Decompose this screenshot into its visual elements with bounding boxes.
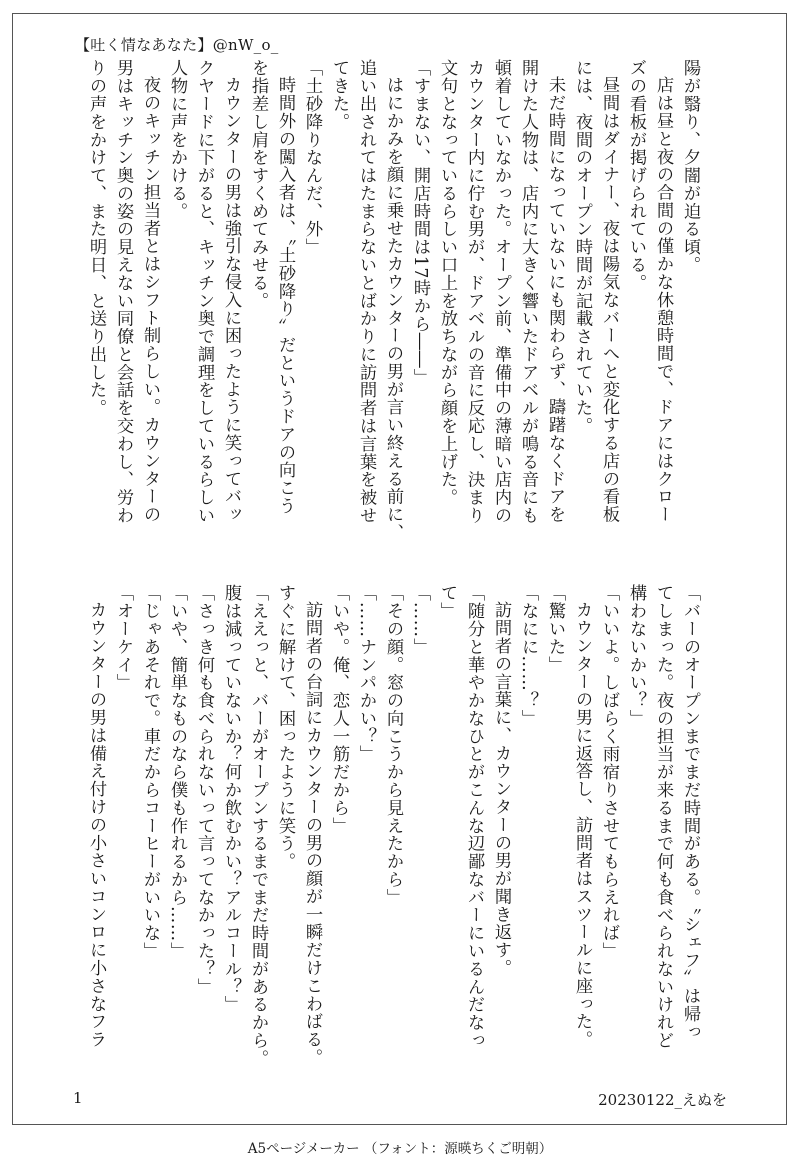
text-line: 陽が翳り、夕闇が迫る頃。 [680,59,700,274]
text-line: はにかみを顔に乗せたカウンターの男が言い終える前に、 [383,76,403,542]
text-line: には、夜間のオープン時間が記載されていた。 [572,59,592,435]
text-line: 未だ時間になっていないにも関わらず、躊躇なくドアを [545,76,565,524]
text-block-top [82,59,703,542]
text-line: 「オーケイ」 [113,584,133,692]
text-line: てしまった。夜の担当が来るまで何も食べられないけれど [653,584,673,1050]
text-line: 「じゃあそれで。車だからコーヒーがいいな」 [140,584,160,960]
text-line: 「土砂降りなんだ、外」 [302,59,322,256]
text-line: 「さっき何も食べられないって言ってなかった？」 [194,584,214,996]
text-line: 「いいよ。しばらく雨宿りさせてもらえれば」 [599,584,619,960]
text-line: カウンター内に佇む男が、ドアベルの音に反応し、決まり [464,59,484,525]
text-line: 人物に声をかける。 [167,59,187,221]
text-line: 夜のキッチン担当者とはシフト制らしい。カウンターの [140,76,160,524]
text-line: 構わないかい？」 [626,584,646,728]
text-line: すぐに解けて、困ったように笑う。 [275,584,295,871]
text-line: カウンターの男は備え付けの小さいコンロに小さなフラ [86,601,106,1049]
text-line: 訪問者の言葉に、カウンターの男が聞き返す。 [491,601,511,977]
text-line: 「いや。俺、恋人一筋だから」 [329,584,349,835]
text-line: 「驚いた」 [545,584,565,674]
text-line: 腹は減っていないか？何か飲むかい？アルコール？」 [221,584,241,1014]
text-line: 「……ナンパかい？」 [356,584,376,763]
text-line: クヤードに下がると、キッチン奥で調理をしているらしい [194,59,214,525]
text-line: て」 [437,584,457,620]
text-line: 「いや、簡単なものなら僕も作れるから……」 [167,584,187,960]
text-line: 文句となっているらしい口上を放ちながら顔を上げた。 [437,59,457,507]
text-line: 男はキッチン奥の姿の見えない同僚と会話を交わし、労わ [113,59,133,525]
text-line: カウンターの男に返答し、訪問者はスツールに座った。 [572,601,592,1049]
text-line: てきた。 [329,59,349,131]
text-line: 「……」 [410,584,430,656]
text-line: 訪問者の台詞にカウンターの男の顔が一瞬だけこわばる。 [302,601,322,1067]
text-line: 追い出されてはたまらないとばかりに訪問者は言葉を被せ [356,59,376,525]
text-line: ズの看板が掲げられている。 [626,59,646,292]
page-frame [12,13,787,1125]
footer-credit: A5ページメーカー （フォント：源暎ちくご明朝） [247,1141,553,1157]
text-line: カウンターの男は強引な侵入に困ったように笑ってバッ [221,76,241,524]
page-number: 1 [73,1089,83,1107]
text-line: 「随分と華やかなひとがこんな辺鄙なバーにいるんだなっ [464,584,484,1050]
date-signature: 20230122_えぬを [598,1091,727,1109]
text-line: 「バーのオープンまでまだ時間がある。〝シェフ〟は帰っ [680,584,700,1041]
header-title: 【吐く情なあなた】@nW_o_ [75,36,279,54]
text-line: 「その顔。窓の向こうから見えたから」 [383,584,403,907]
text-line: 「なにに……？」 [518,584,538,728]
text-line: 「ええっと、バーがオープンするまでまだ時間があるから。 [248,584,268,1068]
text-line: 頓着していなかった。オープン前、準備中の薄暗い店内の [491,59,511,525]
text-line: 昼間はダイナー、夜は陽気なバーへと変化する店の看板 [599,76,619,524]
text-block-bottom [82,584,703,1074]
text-line: 店は昼と夜の合間の僅かな休憩時間で、ドアにはクロー [653,76,673,524]
text-line: 開けた人物は、店内に大きく響いたドアベルが鳴る音にも [518,59,538,525]
text-line: 時間外の闖入者は、〝土砂降り〟だというドアの向こう [275,76,295,515]
text-line: りの声をかけて、また明日、と送り出した。 [86,59,106,417]
text-line: 「すまない、開店時間は17時から――」 [410,59,430,387]
text-line: を指差し肩をすくめてみせる。 [248,59,268,310]
